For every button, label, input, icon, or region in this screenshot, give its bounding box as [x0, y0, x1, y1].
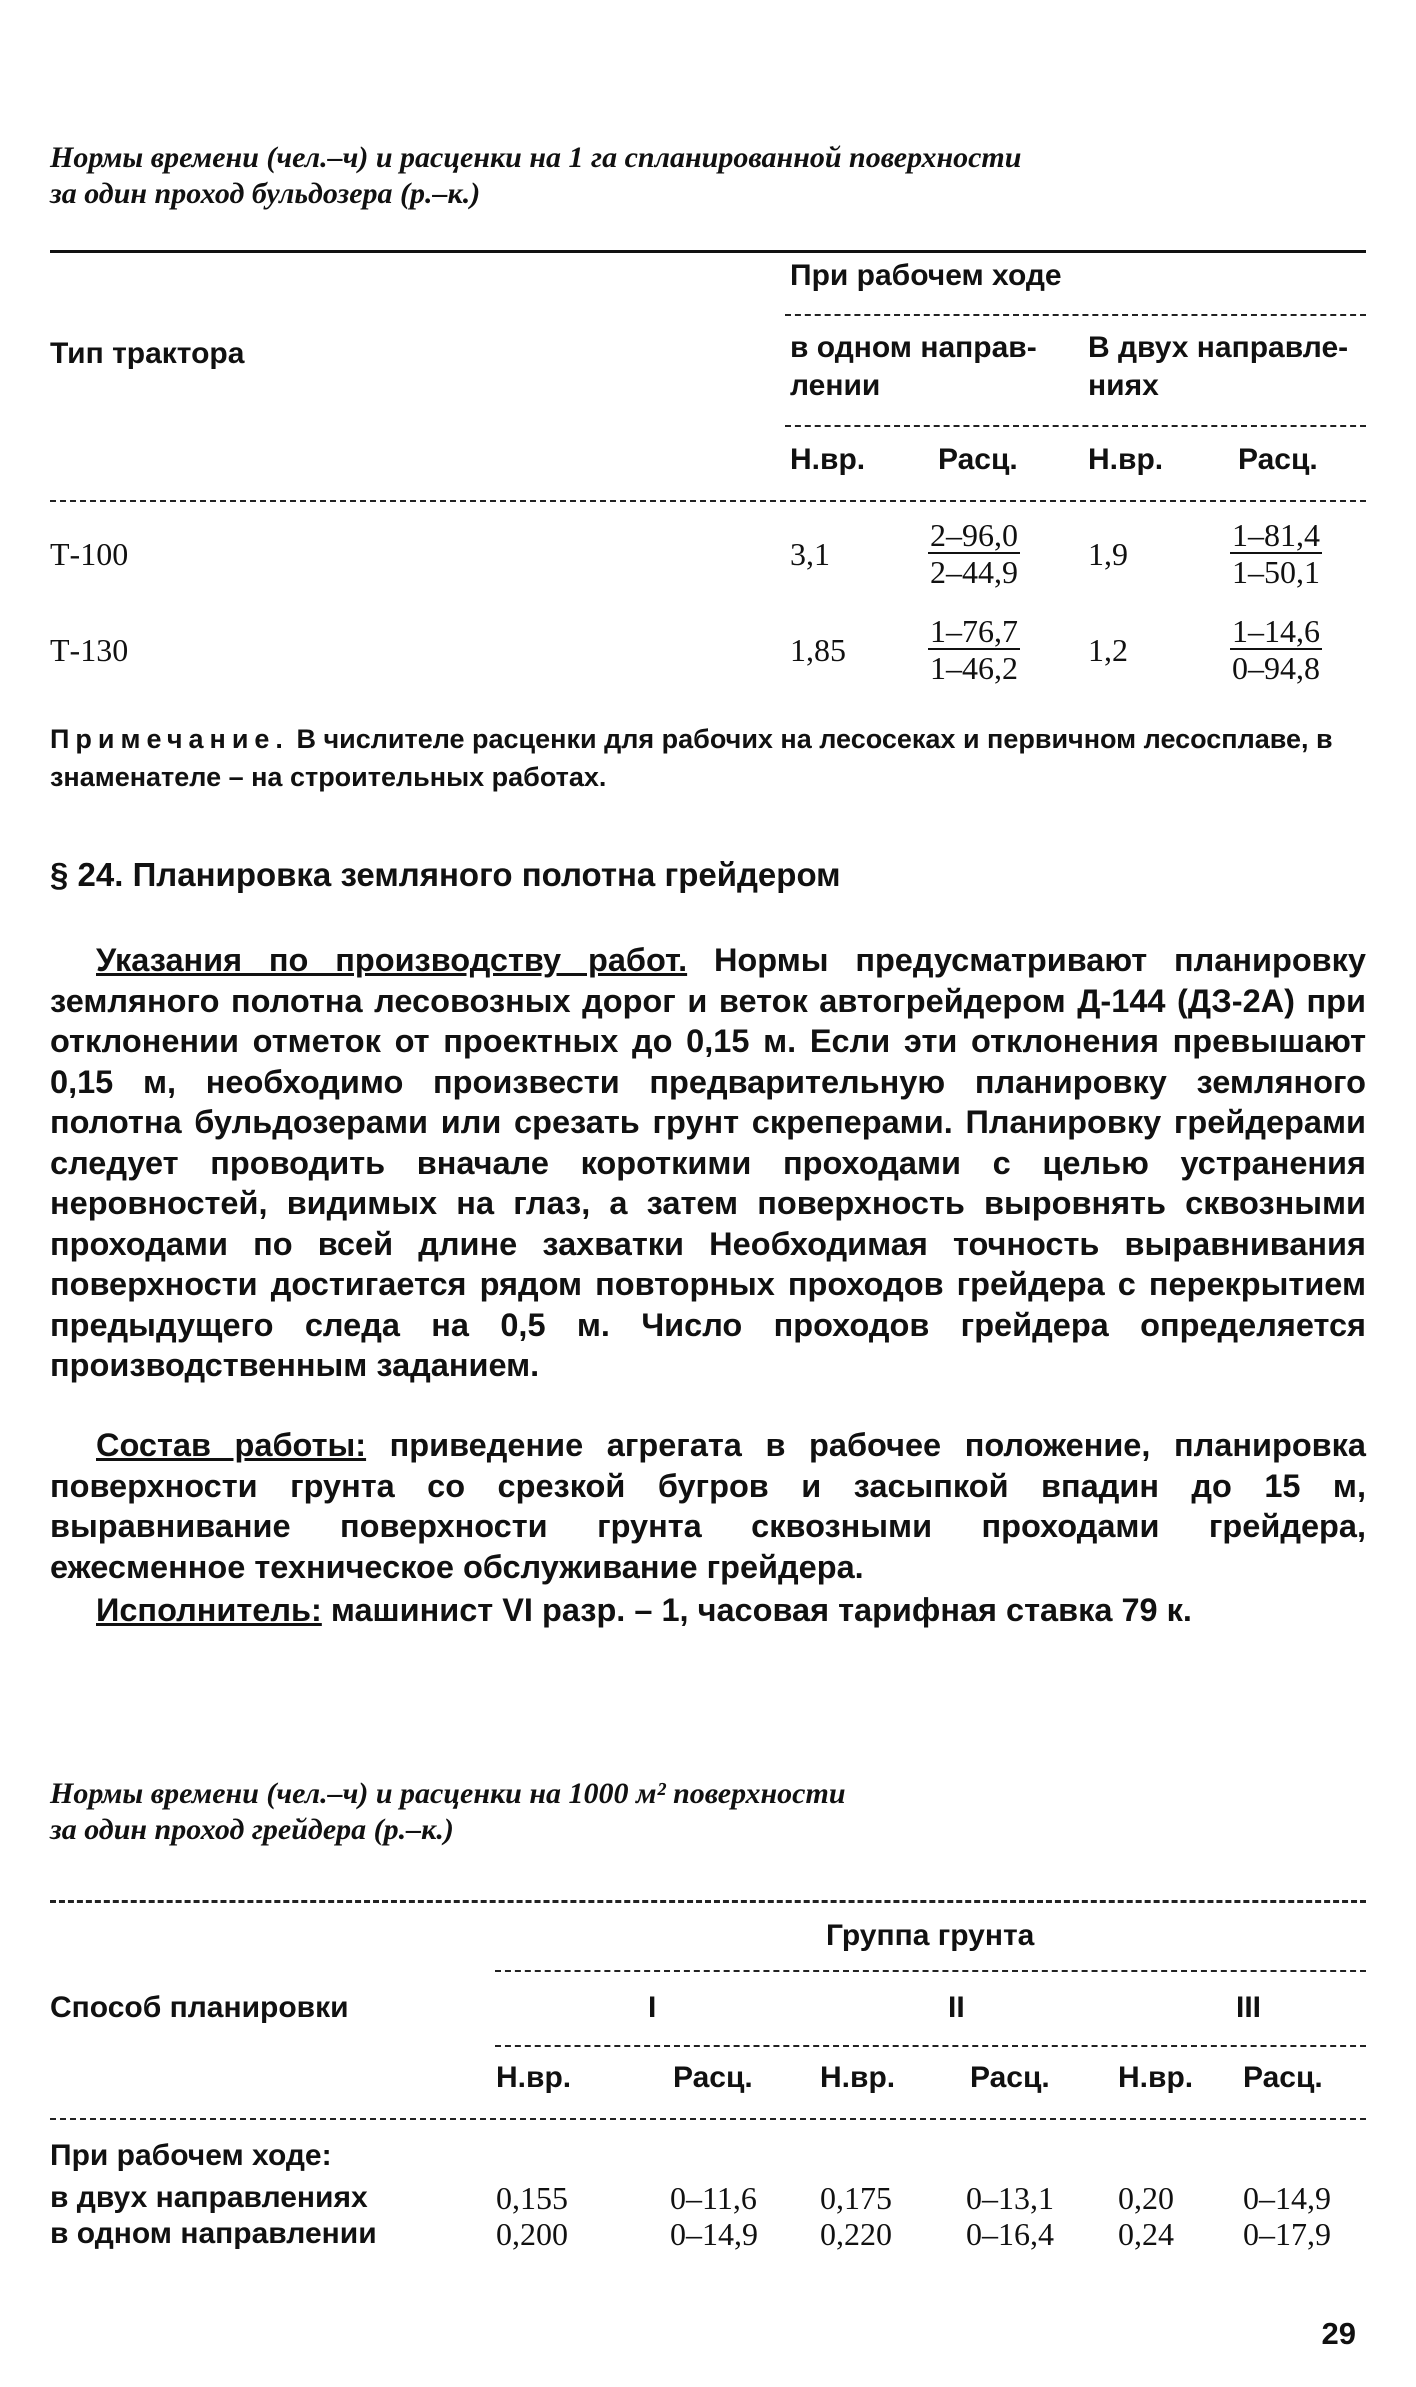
rasc-denominator: 0–94,8: [1232, 650, 1320, 686]
table2-rasc-g2: Расц.: [970, 2061, 1050, 2094]
table2-group-3: III: [1236, 1991, 1262, 2024]
table2-cell: 0–14,9: [670, 2216, 758, 2252]
table2-cell: 0–17,9: [1243, 2216, 1331, 2252]
table2-cell: 0,20: [1118, 2180, 1174, 2216]
table2-cell-method: в двух направлениях: [50, 2181, 368, 2214]
table1-nvr2: Н.вр.: [1088, 443, 1164, 476]
table2-rasc-g1: Расц.: [673, 2061, 753, 2094]
table2-cell: 0,155: [496, 2180, 568, 2216]
table1-sub2-line2: ниях: [1088, 369, 1159, 402]
table2-cell: 0,220: [820, 2216, 892, 2252]
table2-caption: [50, 1776, 1230, 1848]
table1-note: [50, 720, 1370, 796]
table1-cell-rasc1: [928, 518, 1020, 590]
table1-cell-nvr2: 1,2: [1088, 632, 1128, 668]
table1-cell-rasc2: [1230, 518, 1322, 590]
table2-caption-line2: за один проход грейдера (р.–к.): [50, 1813, 454, 1846]
table2-header-rule: [50, 2118, 1366, 2120]
paragraph-executor: [50, 1590, 1366, 1631]
table2-cell: 0,175: [820, 2180, 892, 2216]
table1-cell-rasc2: [1230, 614, 1322, 686]
paragraph-work-composition: [50, 1425, 1366, 1587]
table2-col-method: Способ планировки: [50, 1991, 349, 2024]
table1-header-rule: [50, 500, 1366, 502]
table2-nvr-g2: Н.вр.: [820, 2061, 896, 2094]
note-label: Примечание.: [50, 724, 289, 754]
paragraph-lead: Состав работы:: [96, 1427, 367, 1463]
table2-group-2: II: [948, 1991, 965, 2024]
paragraph-instructions: [50, 940, 1366, 1386]
table2-group-header: Группа грунта: [826, 1919, 1035, 1952]
note-text: В числителе расценки для рабочих на лесосеках и первичном лесосплаве, в знаменателе – на строительных работах.: [50, 724, 1333, 792]
table1-cell-rasc1: [928, 614, 1020, 686]
rasc-denominator: 1–46,2: [930, 650, 1018, 686]
table1-cell-type: Т-130: [50, 632, 129, 668]
table2-cell: 0–16,4: [966, 2216, 1054, 2252]
table2-nvr-g3: Н.вр.: [1118, 2061, 1194, 2094]
table2-row-group-label: При рабочем ходе:: [50, 2139, 332, 2172]
table1-cell-nvr1: 3,1: [790, 536, 830, 572]
table2-caption-line1: Нормы времени (чел.–ч) и расценки на 1000 м² поверхности: [50, 1777, 846, 1810]
table1-sub1-line1: в одном направ-: [790, 331, 1037, 364]
table1-col-type: Тип трактора: [50, 337, 245, 370]
paragraph-lead: Указания по производству работ.: [96, 942, 688, 978]
table2-cell: 0,24: [1118, 2216, 1174, 2252]
paragraph-text: приведение агрегата в рабочее положение, планировка поверхности грунта со срезкой бугров и засыпкой впадин до 15 м, выравнивание поверхности грунта сквозными проходами грейдера, ежесменное техническое обслуживание грейдера.: [50, 1427, 1366, 1585]
rasc-denominator: 2–44,9: [930, 554, 1018, 590]
rasc-numerator: 2–96,0: [930, 517, 1018, 553]
table2-cell: 0–13,1: [966, 2180, 1054, 2216]
table2-cell-method: в одном направлении: [50, 2217, 377, 2250]
table2-top-rule: [50, 1900, 1366, 1903]
table1-cell-nvr2: 1,9: [1088, 536, 1128, 572]
table1-caption-line1: Нормы времени (чел.–ч) и расценки на 1 га спланированной поверхности: [50, 141, 1022, 174]
table1-caption: [50, 140, 1230, 212]
page-number: 29: [1321, 2316, 1356, 2351]
table2-sub-rule: [495, 2045, 1366, 2047]
table1-cell-type: Т-100: [50, 536, 129, 572]
rasc-numerator: 1–14,6: [1232, 613, 1320, 649]
table1-sub1-line2: лении: [790, 369, 881, 402]
rasc-numerator: 1–76,7: [930, 613, 1018, 649]
paragraph-text: машинист VI разр. – 1, часовая тарифная ставка 79 к.: [321, 1592, 1192, 1628]
table1-cell-nvr1: 1,85: [790, 632, 846, 668]
table1-rasc2: Расц.: [1238, 443, 1318, 476]
rasc-numerator: 1–81,4: [1232, 517, 1320, 553]
table1-rasc1: Расц.: [938, 443, 1018, 476]
paragraph-text: Нормы предусматривают планировку земляного полотна лесовозных дорог и веток автогрейдером Д-144 (ДЗ-2А) при отклонении отметок от проектных до 0,15 м. Если эти отклонения превышают 0,15 м, необходимо произвести предварительную планировку земляного полотна бульдозерами или срезать грунт скреперами. Планировку грейдерами следует проводить вначале короткими проходами с целью устранения неровностей, видимых на глаз, а затем поверхность выровнять сквозными проходами по всей длине захватки Необходимая точность выравнивания поверхности достигается рядом повторных проходов грейдера с перекрытием предыдущего следа на 0,5 м. Число проходов грейдера определяется производственным заданием.: [50, 942, 1366, 1383]
rasc-denominator: 1–50,1: [1232, 554, 1320, 590]
table2-cell: 0,200: [496, 2216, 568, 2252]
table1-nvr1: Н.вр.: [790, 443, 866, 476]
table2-nvr-g1: Н.вр.: [496, 2061, 572, 2094]
table2-cell: 0–11,6: [670, 2180, 757, 2216]
table1-sub2-line1: В двух направле-: [1088, 331, 1349, 364]
table2-cell: 0–14,9: [1243, 2180, 1331, 2216]
table2-group-rule: [495, 1970, 1366, 1972]
table2-group-1: I: [648, 1991, 657, 2024]
table1-group-rule: [785, 314, 1366, 316]
table2-rasc-g3: Расц.: [1243, 2061, 1323, 2094]
section-title: § 24. Планировка земляного полотна грейдером: [50, 856, 841, 893]
table1-group-header: При рабочем ходе: [790, 259, 1062, 292]
table1-sub-rule: [785, 425, 1366, 427]
table1-top-rule: [50, 250, 1366, 253]
paragraph-lead: Исполнитель:: [96, 1592, 322, 1628]
table1-caption-line2: за один проход бульдозера (р.–к.): [50, 177, 481, 210]
